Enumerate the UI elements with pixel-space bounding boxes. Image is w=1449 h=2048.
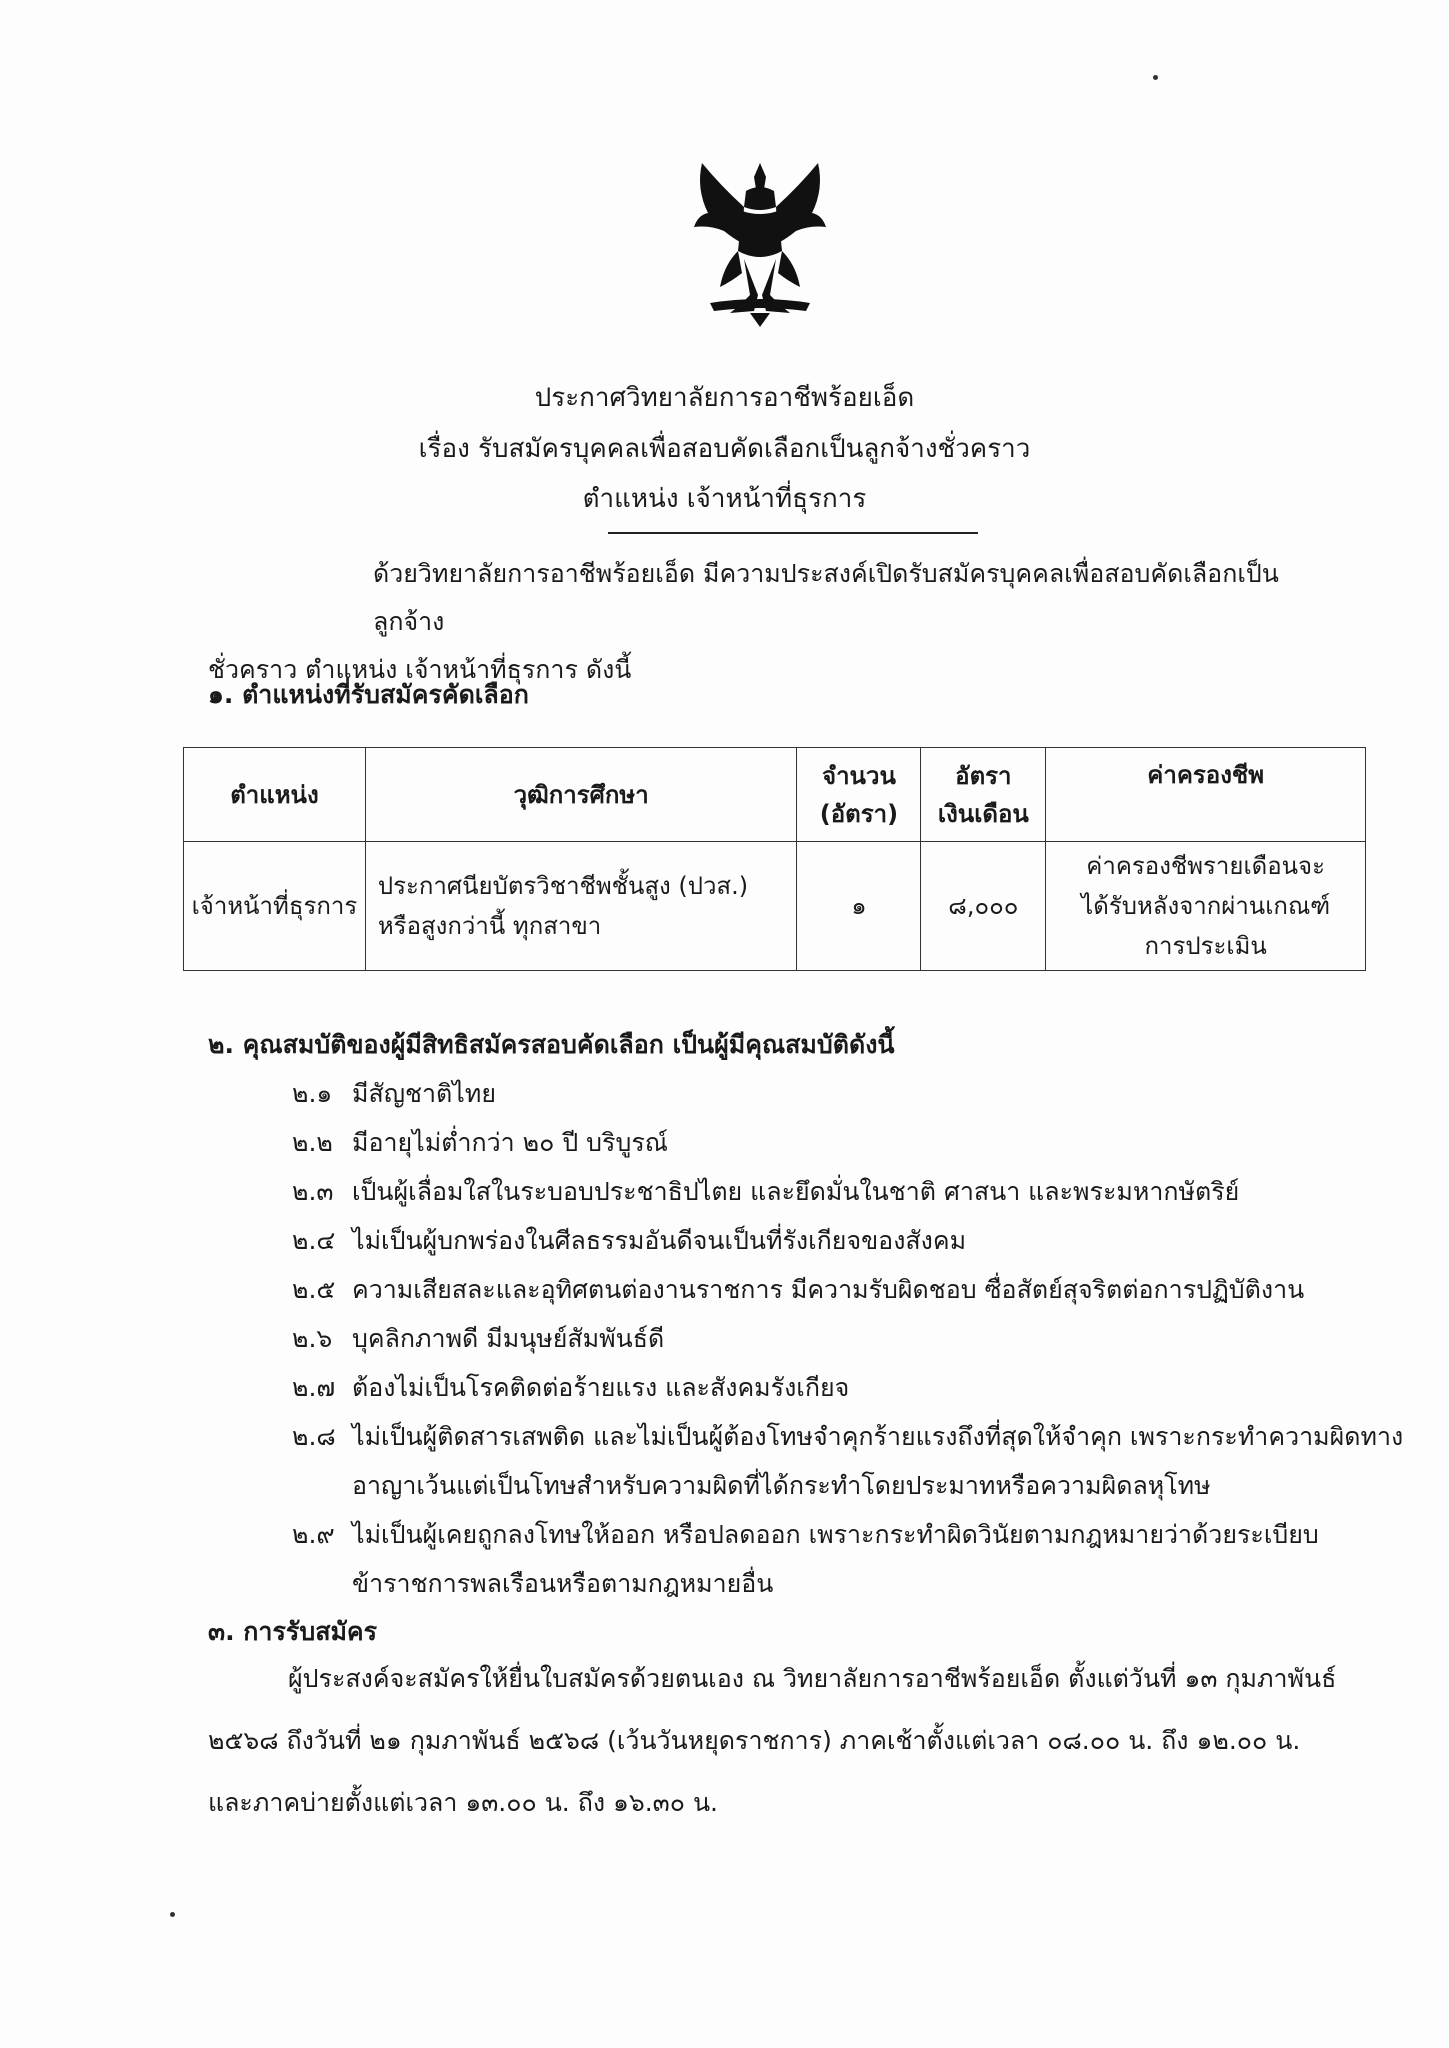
qualification-item-continuation: อาญาเว้นแต่เป็นโทษสำหรับความผิดที่ได้กระทำโดยประมาทหรือความผิดลหุโทษ — [352, 1471, 1211, 1500]
item-text: ต้องไม่เป็นโรคติดต่อร้ายแรง และสังคมรังเกียจ — [352, 1373, 850, 1402]
col-header-education: วุฒิการศึกษา — [365, 748, 797, 842]
cell-education — [365, 842, 797, 971]
item-number: ๒.๔ — [292, 1226, 336, 1255]
cell-education-line: ประกาศนียบัตรวิชาชีพชั้นสูง (ปวส.) — [377, 872, 749, 900]
item-text: ไม่เป็นผู้ติดสารเสพติด และไม่เป็นผู้ต้องโทษจำคุกร้ายแรงถึงที่สุดให้จำคุก เพราะกระทำความผิดทาง — [352, 1422, 1404, 1451]
qualification-item — [292, 1319, 664, 1359]
announcement-position: ตำแหน่ง เจ้าหน้าที่ธุรการ — [582, 484, 867, 514]
col-header-salary — [921, 748, 1046, 842]
item-number: ๒.๙ — [292, 1520, 335, 1549]
section1-title: ๑. ตำแหน่งที่รับสมัครคัดเลือก — [208, 680, 529, 709]
qualification-item — [292, 1270, 1304, 1310]
item-text: มีสัญชาติไทย — [352, 1079, 496, 1108]
header-divider — [608, 532, 978, 534]
col-header-count — [797, 748, 921, 842]
cell-living-line: ค่าครองชีพรายเดือนจะ — [1086, 852, 1326, 880]
scan-speck — [1153, 75, 1158, 80]
application-line: ผู้ประสงค์จะสมัครให้ยื่นใบสมัครด้วยตนเอง ณ วิทยาลัยการอาชีพร้อยเอ็ด ตั้งแต่วันที่ ๑๓ กุมภาพันธ์ — [288, 1664, 1337, 1693]
col-header-position: ตำแหน่ง — [184, 748, 366, 842]
item-text: ไม่เป็นผู้เคยถูกลงโทษให้ออก หรือปลดออก เพราะกระทำผิดวินัยตามกฎหมายว่าด้วยระเบียบ — [352, 1520, 1319, 1549]
announcement-subject: เรื่อง รับสมัครบุคคลเพื่อสอบคัดเลือกเป็นลูกจ้างชั่วคราว — [418, 434, 1031, 464]
item-text: บุคลิกภาพดี มีมนุษย์สัมพันธ์ดี — [352, 1324, 665, 1353]
scan-speck — [170, 1912, 175, 1917]
qualification-item — [292, 1368, 849, 1408]
qualification-item — [292, 1172, 1239, 1212]
col-header-living: ค่าครองชีพ — [1046, 748, 1366, 842]
item-text: ไม่เป็นผู้บกพร่องในศีลธรรมอันดีจนเป็นที่รังเกียจของสังคม — [352, 1226, 967, 1255]
item-number: ๒.๘ — [292, 1422, 336, 1451]
garuda-emblem-icon — [680, 155, 840, 335]
item-number: ๒.๑ — [292, 1079, 333, 1108]
section3-title: ๓. การรับสมัคร — [208, 1617, 378, 1646]
cell-living-line: ได้รับหลังจากผ่านเกณฑ์ — [1081, 892, 1331, 920]
item-number: ๒.๕ — [292, 1275, 336, 1304]
qualification-item-continuation: ข้าราชการพลเรือนหรือตามกฎหมายอื่น — [352, 1569, 774, 1598]
cell-position: เจ้าหน้าที่ธุรการ — [184, 842, 366, 971]
cell-salary: ๘,๐๐๐ — [921, 842, 1046, 971]
qualification-item — [292, 1123, 668, 1163]
item-number: ๒.๓ — [292, 1177, 334, 1206]
table-row — [184, 842, 1366, 971]
col-header-count-line: (อัตรา) — [819, 799, 899, 828]
qualification-item — [292, 1074, 496, 1114]
item-text: เป็นผู้เลื่อมใสในระบอบประชาธิปไตย และยึดมั่นในชาติ ศาสนา และพระมหากษัตริย์ — [352, 1177, 1240, 1206]
item-text: มีอายุไม่ต่ำกว่า ๒๐ ปี บริบูรณ์ — [352, 1128, 668, 1157]
item-text: ความเสียสละและอุทิศตนต่องานราชการ มีความรับผิดชอบ ซื่อสัตย์สุจริตต่อการปฏิบัติงาน — [352, 1275, 1305, 1304]
qualification-item — [292, 1417, 1403, 1457]
intro-line: ชั่วคราว ตำแหน่ง เจ้าหน้าที่ธุรการ ดังนี้ — [208, 655, 632, 684]
application-line: และภาคบ่ายตั้งแต่เวลา ๑๓.๐๐ น. ถึง ๑๖.๓๐ น. — [208, 1788, 718, 1817]
intro-line: ด้วยวิทยาลัยการอาชีพร้อยเอ็ด มีความประสงค์เปิดรับสมัครบุคคลเพื่อสอบคัดเลือกเป็นลูกจ้าง — [373, 559, 1279, 636]
col-header-count-line: จำนวน — [822, 761, 896, 790]
section2-title: ๒. คุณสมบัติของผู้มีสิทธิสมัครสอบคัดเลือก เป็นผู้มีคุณสมบัติดังนี้ — [208, 1030, 895, 1059]
cell-living-line: การประเมิน — [1144, 932, 1267, 960]
item-number: ๒.๗ — [292, 1373, 336, 1402]
cell-count: ๑ — [797, 842, 921, 971]
table-header-row — [184, 748, 1366, 842]
application-line: ๒๕๖๘ ถึงวันที่ ๒๑ กุมภาพันธ์ ๒๕๖๘ (เว้นวันหยุดราชการ) ภาคเช้าตั้งแต่เวลา ๐๘.๐๐ น. ถึง ๑๒.๐๐ น. — [208, 1726, 1301, 1755]
position-table — [183, 747, 1366, 971]
announcement-title: ประกาศวิทยาลัยการอาชีพร้อยเอ็ด — [534, 383, 915, 413]
cell-education-line: หรือสูงกว่านี้ ทุกสาขา — [377, 912, 602, 940]
col-header-salary-line: เงินเดือน — [937, 799, 1029, 828]
col-header-salary-line: อัตรา — [955, 761, 1012, 790]
qualification-item — [292, 1221, 966, 1261]
item-number: ๒.๖ — [292, 1324, 333, 1353]
item-number: ๒.๒ — [292, 1128, 333, 1157]
qualification-item — [292, 1515, 1319, 1555]
application-paragraph — [208, 1648, 1348, 1834]
intro-paragraph — [208, 550, 1348, 694]
cell-living — [1046, 842, 1366, 971]
